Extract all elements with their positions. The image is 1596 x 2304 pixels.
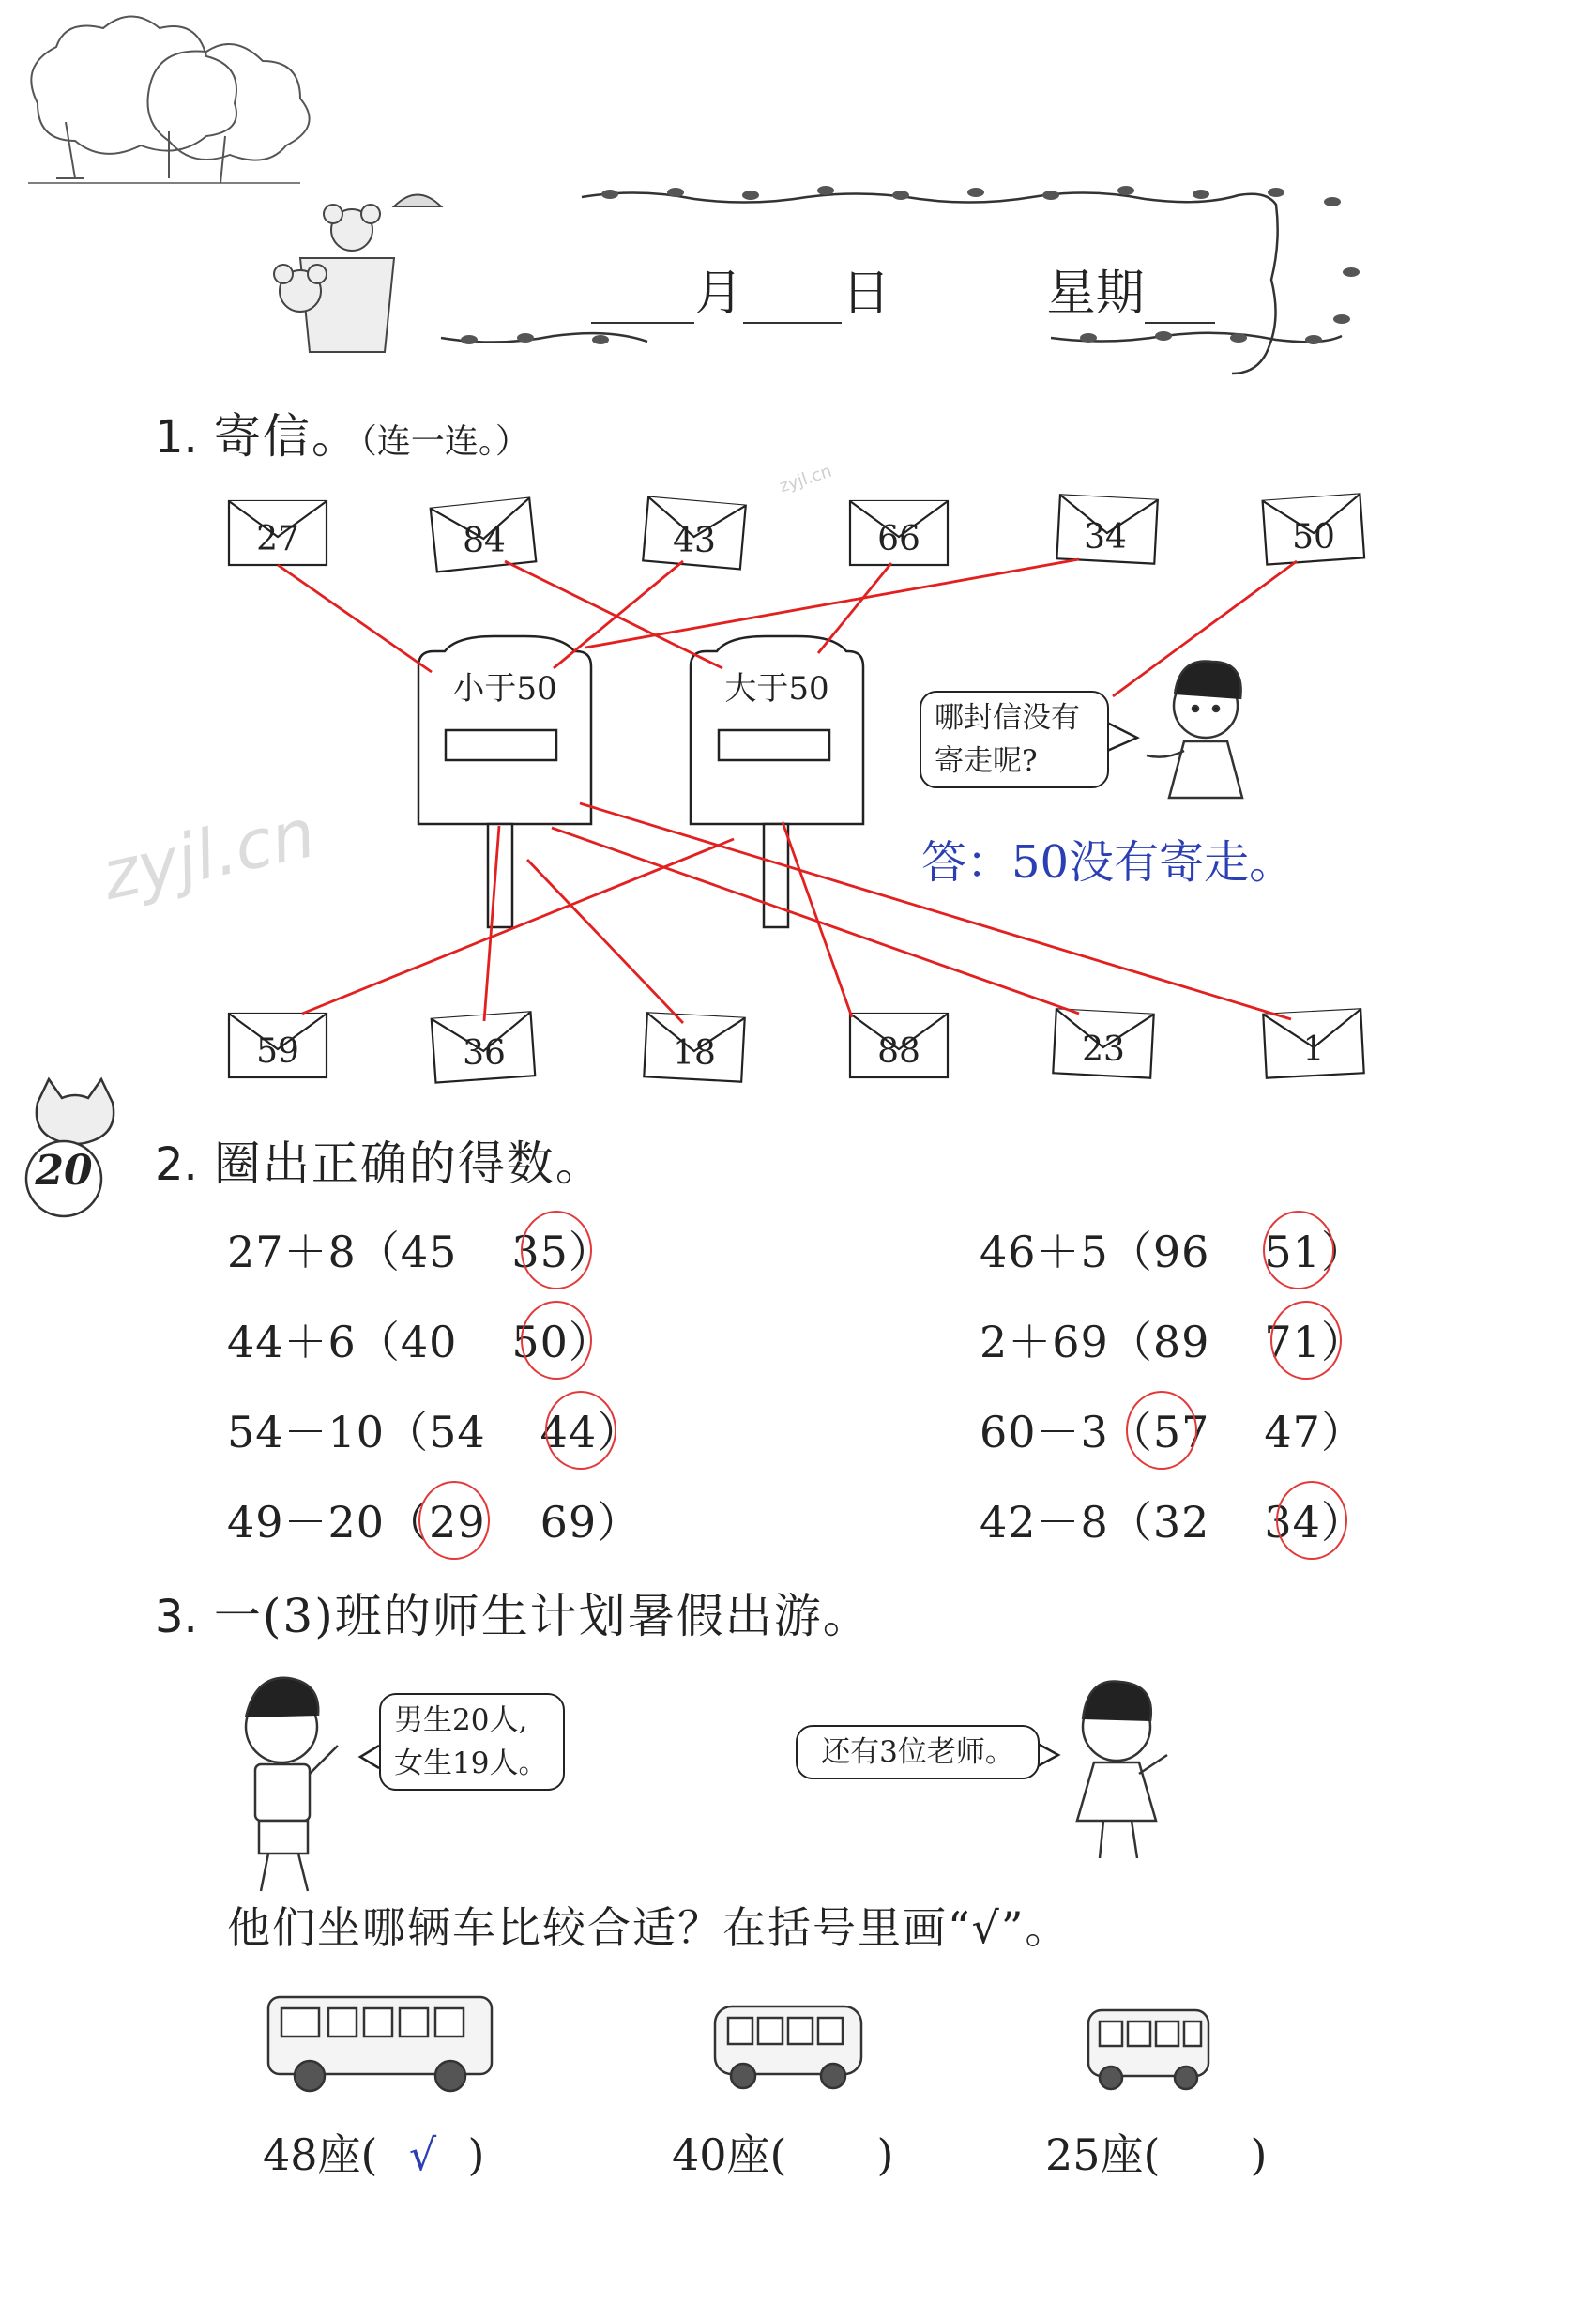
line-88-greater <box>783 822 852 1017</box>
month-blank <box>591 281 694 324</box>
weekday-label: 星期 <box>1046 266 1145 322</box>
option-a: 96 <box>1152 1227 1210 1277</box>
watermark: zyjl.cn <box>95 793 322 915</box>
check-mark: √ <box>408 2129 437 2180</box>
page-number: 20 <box>35 1147 93 1195</box>
envelope-label: 43 <box>673 522 716 560</box>
boy-speech-bubble <box>379 1693 565 1791</box>
option-b: 34 <box>1264 1497 1321 1548</box>
date-header <box>591 253 1215 324</box>
bus-option-40 <box>672 2121 893 2183</box>
envelope-label: 1 <box>1302 1030 1325 1069</box>
equation-expr: 44＋6 <box>227 1317 357 1367</box>
envelope-label: 59 <box>256 1032 299 1071</box>
q1-heading <box>155 399 529 466</box>
equation-row: 2＋69（89 71） <box>980 1317 1365 1367</box>
q3-heading <box>155 1579 872 1646</box>
option-a: 54 <box>429 1407 486 1457</box>
option-b: 51 <box>1264 1227 1321 1277</box>
boy-bubble-tail <box>360 1746 379 1768</box>
trees-illustration <box>28 17 310 184</box>
option-b: 50 <box>511 1317 569 1367</box>
day-blank <box>743 281 842 324</box>
option-b: 69 <box>540 1497 598 1548</box>
envelope-label: 27 <box>256 520 299 558</box>
option-a: 29 <box>429 1497 486 1548</box>
month-label: 月 <box>694 266 744 322</box>
bus-25-seat <box>1088 2010 1208 2089</box>
equation-row: 27＋8（45 35） <box>227 1227 613 1277</box>
girl2-illustration <box>1077 1682 1167 1859</box>
equation-row: 54－10（54 44） <box>227 1407 642 1457</box>
bus-close: ) <box>1250 2129 1268 2180</box>
q1-instruction: （连一连。） <box>359 422 529 461</box>
equation-expr: 54－10 <box>227 1407 386 1457</box>
boy-line-2: 女生19人。 <box>394 1747 548 1780</box>
bus-option-48 <box>263 2121 484 2183</box>
answer-circle <box>521 1301 592 1380</box>
bus-40-seat <box>715 2006 861 2088</box>
bus-option-25 <box>1045 2121 1267 2183</box>
bus-label: 40座( <box>672 2129 787 2180</box>
weekday-blank <box>1145 281 1215 324</box>
envelope-label: 84 <box>463 522 506 560</box>
q1-number: 1. <box>155 411 198 464</box>
envelope-label: 23 <box>1082 1030 1125 1069</box>
equation-expr: 42－8 <box>980 1497 1109 1548</box>
equation-row: 42－8（32 34） <box>980 1497 1365 1548</box>
equation-row: 60－3（57 47） <box>980 1407 1365 1457</box>
bus-close: ) <box>876 2129 894 2180</box>
option-a: 32 <box>1152 1497 1210 1548</box>
envelope-label: 34 <box>1084 518 1127 557</box>
line-43-less <box>554 561 683 668</box>
day-label: 日 <box>842 266 891 322</box>
answer-circle <box>545 1391 616 1470</box>
q3-title: 一(3)班的师生计划暑假出游。 <box>213 1589 872 1643</box>
girl-bubble-tail <box>1038 1744 1058 1766</box>
q3-question: 他们坐哪辆车比较合适？在括号里画“√”。 <box>227 1902 1071 1953</box>
answer-circle <box>1276 1481 1347 1560</box>
equation-expr: 49－20 <box>227 1497 386 1548</box>
mailbox-less-label: 小于50 <box>452 670 557 708</box>
bubble-tail <box>1107 723 1137 751</box>
envelope-label: 18 <box>673 1034 716 1073</box>
mice-illustration <box>274 195 441 353</box>
answer-circle <box>1270 1301 1342 1380</box>
line-66-greater <box>818 563 891 653</box>
boy-illustration <box>246 1678 338 1891</box>
q1-answer: 答：50没有寄走。 <box>921 836 1295 889</box>
girl-speech-bubble: 还有3位老师。 <box>796 1725 1040 1779</box>
line-59-greater <box>302 839 734 1014</box>
answer-circle <box>521 1211 592 1289</box>
q3-number: 3. <box>155 1591 198 1643</box>
boy-line-1: 男生20人, <box>394 1703 528 1737</box>
answer-circle <box>418 1481 490 1560</box>
equation-expr: 46＋5 <box>980 1227 1109 1277</box>
bottom-envelopes <box>229 1009 1364 1082</box>
bus-close: ) <box>467 2129 485 2180</box>
q2-number: 2. <box>155 1138 198 1191</box>
watermark-small: zyjl.cn <box>777 461 834 497</box>
q2-title: 圈出正确的得数。 <box>213 1137 604 1191</box>
option-b: 47 <box>1264 1407 1321 1457</box>
envelope-label: 66 <box>877 520 920 558</box>
top-envelopes <box>229 494 1364 572</box>
envelope-label: 36 <box>463 1034 506 1073</box>
girl-illustration <box>1147 661 1242 798</box>
option-a: 57 <box>1152 1407 1210 1457</box>
answer-circle <box>1126 1391 1197 1470</box>
option-a: 45 <box>400 1227 458 1277</box>
equation-expr: 60－3 <box>980 1407 1109 1457</box>
option-b: 44 <box>540 1407 598 1457</box>
mailbox-greater-label: 大于50 <box>724 670 829 708</box>
question-line-2: 寄走呢? <box>935 744 1038 778</box>
bus-48-seat <box>268 1997 492 2091</box>
equation-expr: 2＋69 <box>980 1317 1109 1367</box>
bus-label: 25座( <box>1045 2129 1161 2180</box>
option-a: 40 <box>400 1317 458 1367</box>
option-a: 89 <box>1152 1317 1210 1367</box>
envelope-label: 50 <box>1292 518 1335 557</box>
line-18-less <box>527 860 683 1023</box>
question-line-1: 哪封信没有 <box>935 701 1080 735</box>
equation-row: 46＋5（96 51） <box>980 1227 1365 1277</box>
answer-circle <box>1263 1211 1334 1289</box>
bus-label: 48座( <box>263 2129 378 2180</box>
equation-row: 44＋6（40 50） <box>227 1317 613 1367</box>
line-27-less <box>278 565 432 672</box>
equation-row: 49－20（29 69） <box>227 1497 642 1548</box>
option-b: 71 <box>1264 1317 1321 1367</box>
q1-title: 寄信。 <box>213 409 360 464</box>
equation-expr: 27＋8 <box>227 1227 357 1277</box>
envelope-label: 88 <box>877 1032 920 1071</box>
option-b: 35 <box>511 1227 569 1277</box>
question-bubble <box>920 691 1109 788</box>
q2-heading <box>155 1126 604 1194</box>
